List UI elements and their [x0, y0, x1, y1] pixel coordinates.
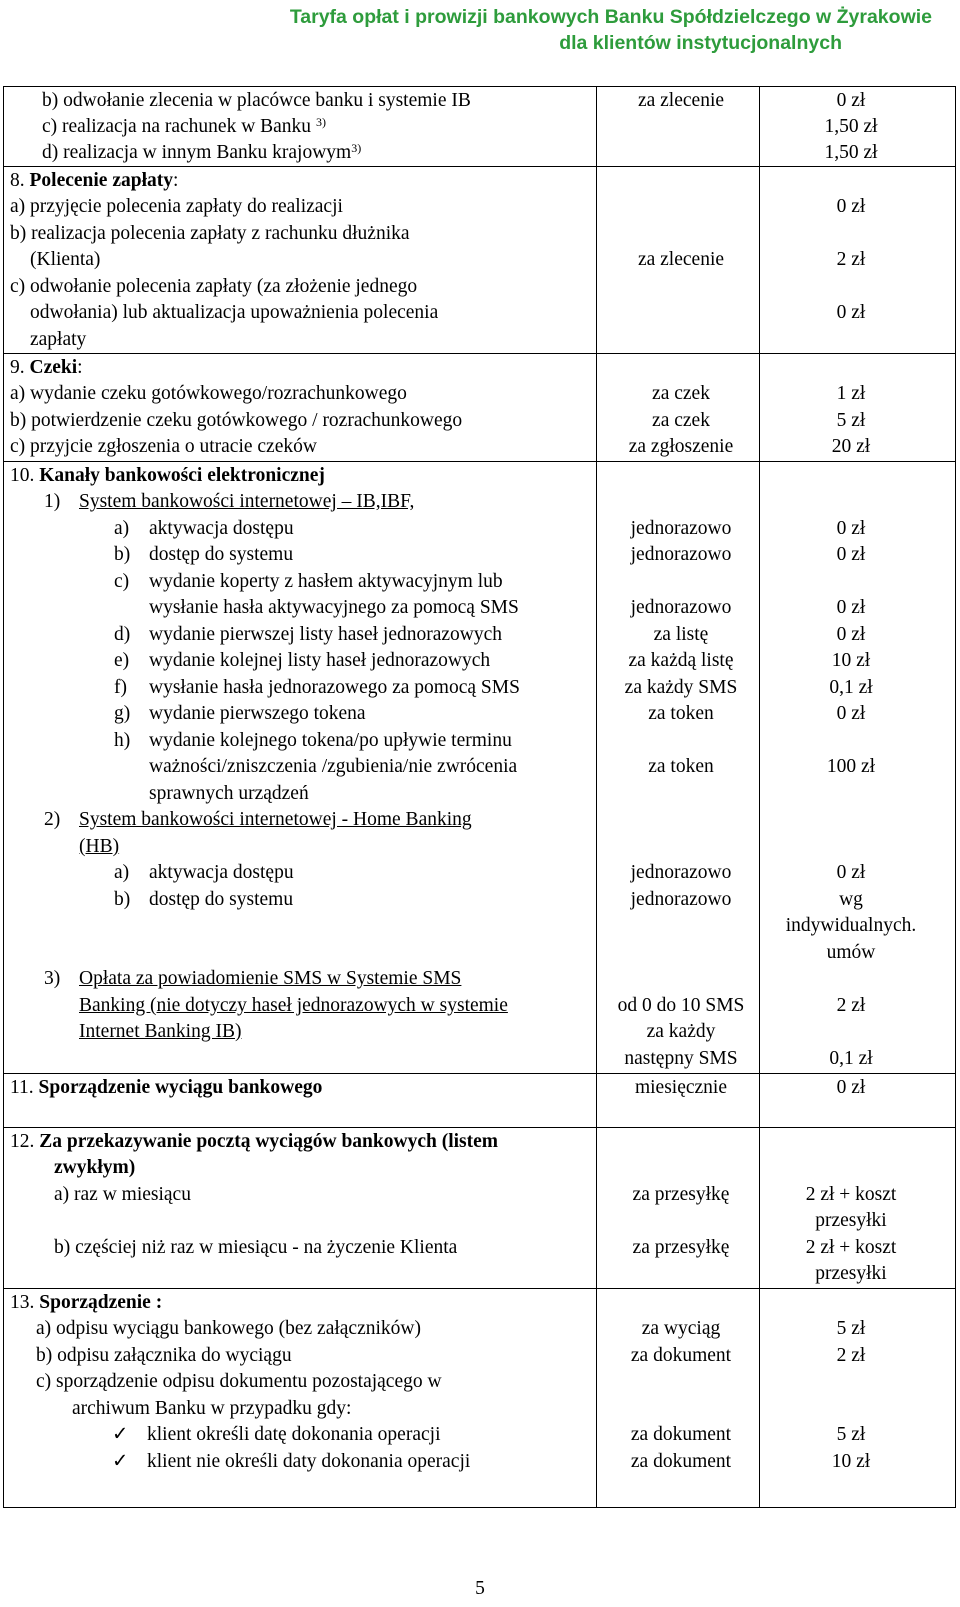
- item-text: zapłaty: [30, 329, 87, 350]
- charge-mode: za wyciąg: [641, 1318, 721, 1339]
- item-text: c) sporządzenie odpisu dokumentu pozostającego w: [36, 1371, 442, 1392]
- fee-value: przesyłki: [815, 1210, 887, 1231]
- fee-value: indywidualnych.: [785, 915, 917, 936]
- subsection-number: 3): [44, 968, 61, 989]
- item-text: wysłanie hasła aktywacyjnego za pomocą SMS: [149, 597, 519, 618]
- item-text: b) potwierdzenie czeku gotówkowego / rozrachunkowego: [10, 410, 463, 431]
- subsection-title: (HB): [79, 836, 120, 857]
- fee-value: 5 zł: [836, 1424, 866, 1445]
- item-text: wydanie pierwszego tokena: [149, 703, 366, 724]
- fee-value: 2 zł + koszt: [805, 1237, 897, 1258]
- item-label: c): [114, 571, 130, 592]
- charge-mode: jednorazowo: [630, 597, 732, 618]
- fee-value: wg: [839, 889, 863, 910]
- item-text: b) odpisu załącznika do wyciągu: [36, 1345, 292, 1366]
- subsection-number: 2): [44, 809, 61, 830]
- item-text: c) realizacja na rachunek w Banku $^{3)}$: [42, 115, 326, 137]
- fee-value: 100 zł: [826, 756, 876, 777]
- item-text: a) odpisu wyciągu bankowego (bez załączników): [36, 1318, 421, 1339]
- item-label: f): [114, 677, 127, 698]
- subsection-title: Banking (nie dotyczy haseł jednorazowych w systemie: [79, 995, 508, 1016]
- item-text: sprawnych urządzeń: [149, 783, 309, 804]
- fee-value: 0 zł: [836, 862, 866, 883]
- charge-mode: miesięcznie: [634, 1077, 728, 1098]
- fee-value: 0 zł: [836, 196, 866, 217]
- item-label: g): [114, 703, 131, 724]
- fee-table: [3, 86, 956, 1508]
- fee-value: 0,1 zł: [829, 677, 873, 698]
- item-label: b): [114, 889, 131, 910]
- charge-mode: jednorazowo: [630, 889, 732, 910]
- fee-value: 0 zł: [836, 90, 866, 111]
- charge-mode: jednorazowo: [630, 518, 732, 539]
- charge-mode: następny SMS: [624, 1048, 738, 1069]
- charge-mode: za dokument: [630, 1451, 732, 1472]
- charge-mode: za przesyłkę: [632, 1237, 730, 1258]
- item-text: wydanie koperty z hasłem aktywacyjnym lub: [149, 571, 503, 592]
- header-title: Taryfa opłat i prowizji bankowych Banku Spółdzielczego w Żyrakowie: [289, 6, 932, 28]
- item-text: klient określi datę dokonania operacji: [147, 1424, 441, 1445]
- subsection-title: Internet Banking IB): [79, 1021, 242, 1042]
- fee-value: 10 zł: [831, 1451, 871, 1472]
- subsection-title: System bankowości internetowej – IB,IBF,: [79, 491, 415, 512]
- row-divider: [4, 353, 955, 354]
- item-text: wysłanie hasła jednorazowego za pomocą SMS: [149, 677, 520, 698]
- document-header: [0, 4, 960, 56]
- fee-value: 5 zł: [836, 410, 866, 431]
- charge-mode: za dokument: [630, 1424, 732, 1445]
- item-text: ważności/zniszczenia /zgubienia/nie zwrócenia: [149, 756, 518, 777]
- item-text: (Klienta): [30, 249, 101, 270]
- col-divider: [596, 87, 597, 353]
- charge-mode: za każdy SMS: [624, 677, 738, 698]
- item-text: aktywacja dostępu: [149, 518, 294, 539]
- charge-mode: za zlecenie: [637, 90, 725, 111]
- fee-value: 1,50 zł: [824, 116, 878, 137]
- item-label: d): [114, 624, 131, 645]
- charge-mode: za przesyłkę: [632, 1184, 730, 1205]
- fee-value: 10 zł: [831, 650, 871, 671]
- charge-mode: za każdą listę: [628, 650, 734, 671]
- fee-value: 0 zł: [836, 597, 866, 618]
- item-text: c) odwołanie polecenia zapłaty (za złożenie jednego: [10, 276, 418, 297]
- fee-value: 0 zł: [836, 703, 866, 724]
- section-heading: 10. Kanały bankowości elektronicznej: [10, 465, 325, 486]
- fee-value: 1,50 zł: [824, 142, 878, 163]
- item-text: a) raz w miesiącu: [54, 1184, 191, 1205]
- item-text: klient nie określi daty dokonania operacji: [147, 1451, 471, 1472]
- fee-value: 20 zł: [831, 436, 871, 457]
- fee-value: 2 zł: [836, 1345, 866, 1366]
- item-text: b) odwołanie zlecenia w placówce banku i systemie IB: [42, 90, 471, 111]
- charge-mode: za zgłoszenie: [628, 436, 734, 457]
- fee-value: 2 zł: [836, 995, 866, 1016]
- item-text: aktywacja dostępu: [149, 862, 294, 883]
- section-heading: 12. Za przekazywanie pocztą wyciągów bankowych (listem: [10, 1131, 499, 1152]
- charge-mode: za czek: [652, 410, 710, 431]
- section-heading: 8. Polecenie zapłaty:: [10, 170, 179, 191]
- item-text: d) realizacja w innym Banku krajowym$^{3)}$: [42, 141, 362, 163]
- item-label: h): [114, 730, 131, 751]
- checkmark-icon: ✓: [112, 1451, 129, 1472]
- section-heading: zwykłym): [54, 1157, 136, 1178]
- charge-mode: za listę: [653, 624, 709, 645]
- fee-value: 0 zł: [836, 518, 866, 539]
- item-text: b) realizacja polecenia zapłaty z rachunku dłużnika: [10, 223, 410, 244]
- item-label: a): [114, 862, 130, 883]
- item-text: archiwum Banku w przypadku gdy:: [72, 1398, 352, 1419]
- fee-value: 0 zł: [836, 544, 866, 565]
- section-heading: 9. Czeki:: [10, 357, 83, 378]
- fee-value: 0 zł: [836, 624, 866, 645]
- fee-value: 0 zł: [836, 302, 866, 323]
- fee-value: 0 zł: [836, 1077, 866, 1098]
- checkmark-icon: ✓: [112, 1424, 129, 1445]
- page-number: 5: [475, 1578, 485, 1599]
- charge-mode: za dokument: [630, 1345, 732, 1366]
- charge-mode: za token: [648, 703, 714, 724]
- charge-mode: od 0 do 10 SMS: [617, 995, 745, 1016]
- fee-value: 2 zł: [836, 249, 866, 270]
- item-text: a) przyjęcie polecenia zapłaty do realizacji: [10, 196, 343, 217]
- charge-mode: za każdy: [646, 1021, 716, 1042]
- charge-mode: jednorazowo: [630, 862, 732, 883]
- charge-mode: jednorazowo: [630, 544, 732, 565]
- item-text: dostęp do systemu: [149, 889, 294, 910]
- subsection-title: System bankowości internetowej - Home Banking: [79, 809, 472, 830]
- item-text: b) częściej niż raz w miesiącu - na życzenie Klienta: [54, 1237, 458, 1258]
- header-subtitle: dla klientów instytucjonalnych: [559, 32, 842, 54]
- fee-value: 2 zł + koszt: [805, 1184, 897, 1205]
- fee-value: 0,1 zł: [829, 1048, 873, 1069]
- item-label: a): [114, 518, 130, 539]
- item-text: dostęp do systemu: [149, 544, 294, 565]
- section-heading: 11. Sporządzenie wyciągu bankowego: [10, 1077, 323, 1098]
- item-text: wydanie kolejnego tokena/po upływie terminu: [149, 730, 512, 751]
- item-label: b): [114, 544, 131, 565]
- charge-mode: za token: [648, 756, 714, 777]
- item-text: odwołania) lub aktualizacja upoważnienia polecenia: [30, 302, 439, 323]
- item-text: a) wydanie czeku gotówkowego/rozrachunkowego: [10, 383, 407, 404]
- fee-value: przesyłki: [815, 1263, 887, 1284]
- item-text: c) przyjcie zgłoszenia o utracie czeków: [10, 436, 317, 457]
- item-text: wydanie kolejnej listy haseł jednorazowych: [149, 650, 491, 671]
- fee-value: 5 zł: [836, 1318, 866, 1339]
- charge-mode: za czek: [652, 383, 710, 404]
- subsection-number: 1): [44, 491, 61, 512]
- fee-value: 1 zł: [836, 383, 866, 404]
- item-text: wydanie pierwszej listy haseł jednorazowych: [149, 624, 503, 645]
- section-heading: 13. Sporządzenie :: [10, 1292, 163, 1313]
- subsection-title: Opłata za powiadomienie SMS w Systemie SMS: [79, 968, 462, 989]
- fee-value: umów: [826, 942, 876, 963]
- item-label: e): [114, 650, 130, 671]
- charge-mode: za zlecenie: [637, 249, 725, 270]
